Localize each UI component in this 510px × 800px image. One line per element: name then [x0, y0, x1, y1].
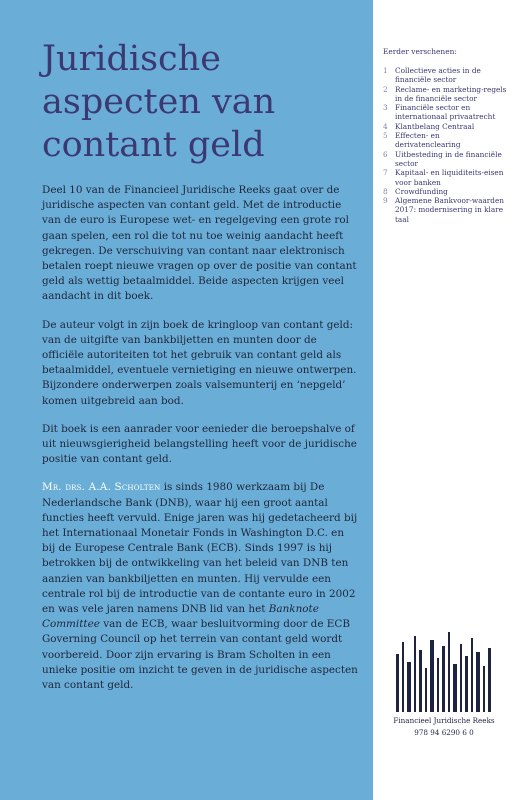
series-item-number: 4 [383, 121, 388, 131]
barcode-graphic [394, 632, 494, 712]
series-item-number: 9 [383, 196, 388, 206]
series-list-item [383, 131, 507, 150]
series-item-number: 7 [383, 168, 388, 178]
series-item-title: Financiële sector en internationaal privaatrecht [395, 103, 496, 122]
series-list-item [383, 196, 507, 224]
blurb-paragraph-1: Deel 10 van de Financieel Juridische Reeks gaat over de juridische aspecten van contant geld. Met de introductie van de euro is Europese wet- en regelgeving een grote rol gaan spelen, een rol die tot nu toe weinig aandacht heeft gekregen. De verschuiving van contant naar elektronisch betalen roept nieuwe vragen op over de positie van contant geld als wettig betaalmiddel. Beide aspecten krijgen veel aandacht in dit boek. [42, 184, 357, 303]
series-item-title: Uitbesteding in de financiële sector [395, 149, 502, 168]
title-line-3: contant geld [42, 125, 265, 165]
series-item-number: 2 [383, 84, 388, 94]
series-heading: Eerder verschenen: [383, 47, 457, 56]
series-list-item [383, 168, 507, 187]
series-item-title: Algemene Bankvoor-waarden 2017: modernisering in klare taal [395, 196, 504, 224]
series-item-number: 6 [383, 149, 388, 159]
blurb-paragraph-3: Dit boek is een aanrader voor eenieder die beroepshalve of uit nieuwsgierigheid belangstelling heeft voor de juridische positie van contant geld. [42, 422, 357, 466]
title-line-1: Juridische [42, 39, 221, 79]
blurb-paragraph-2: De auteur volgt in zijn boek de kringloop van contant geld: van de uitgifte van bankbiljetten en munten door de officiële autoriteiten tot het gebruik van contant geld als betaalmiddel, eventuele vernietiging en nieuwe ontwerpen. Bijzondere onderwerpen zoals valsemunterij en ‘nepgeld’ komen uitgebreid aan bod. [42, 318, 357, 407]
series-list-item [383, 150, 507, 169]
series-list-item [383, 85, 507, 104]
author-bio-part-2: van de ECB, waar besluitvorming door de ECB Governing Council op het terrein van contant geld wordt voorbereid. Door zijn ervaring is Bram Scholten in een unieke positie om inzicht te geven in de juridische aspecten van contant geld. [42, 618, 358, 692]
author-bio [42, 480, 358, 693]
series-item-title: Crowdfunding [395, 186, 448, 196]
series-item-title: Effecten- en derivatenclearing [395, 131, 461, 150]
isbn-number: 978 94 6290 6 0 [414, 728, 474, 737]
series-item-number: 5 [383, 131, 388, 141]
series-list [383, 66, 507, 224]
series-item-number: 3 [383, 103, 388, 113]
series-list-item [383, 66, 507, 85]
series-item-title: Klantbelang Centraal [395, 121, 475, 131]
author-bio-italic: Banknote Committee [42, 603, 319, 631]
series-item-title: Kapitaal- en liquiditeits-eisen voor banken [395, 168, 504, 187]
blurb-text [42, 183, 358, 706]
author-bio-part-1: is sinds 1980 werkzaam bij De Nederlandsche Bank (DNB), waar hij een groot aantal functies heeft vervuld. Enige jaren was hij gedetacheerd bij het Internationaal Monetair Fonds in Washington D.C. en bij de Europese Centrale Bank (ECB). Sinds 1997 is hij betrokken bij de ontwikkeling van het beleid van DNB ten aanzien van bankbiljetten en munten. Hij vervulde een centrale rol bij de introductie van de contante euro in 2002 en was vele jaren namens DNB lid van het [42, 481, 358, 616]
author-name: Mr. drs. A.A. Scholten [42, 481, 161, 494]
series-item-title: Reclame- en marketing-regels in de financiële sector [395, 84, 507, 103]
title-line-2: aspecten van [42, 82, 276, 122]
series-item-title: Collectieve acties in de financiële sector [395, 66, 481, 85]
series-list-item [383, 187, 507, 196]
series-list-item [383, 122, 507, 131]
series-list-item [383, 103, 507, 122]
series-name: Financieel Juridische Reeks [393, 716, 495, 725]
series-item-number: 8 [383, 186, 388, 196]
series-item-number: 1 [383, 66, 388, 75]
book-title [42, 38, 362, 167]
